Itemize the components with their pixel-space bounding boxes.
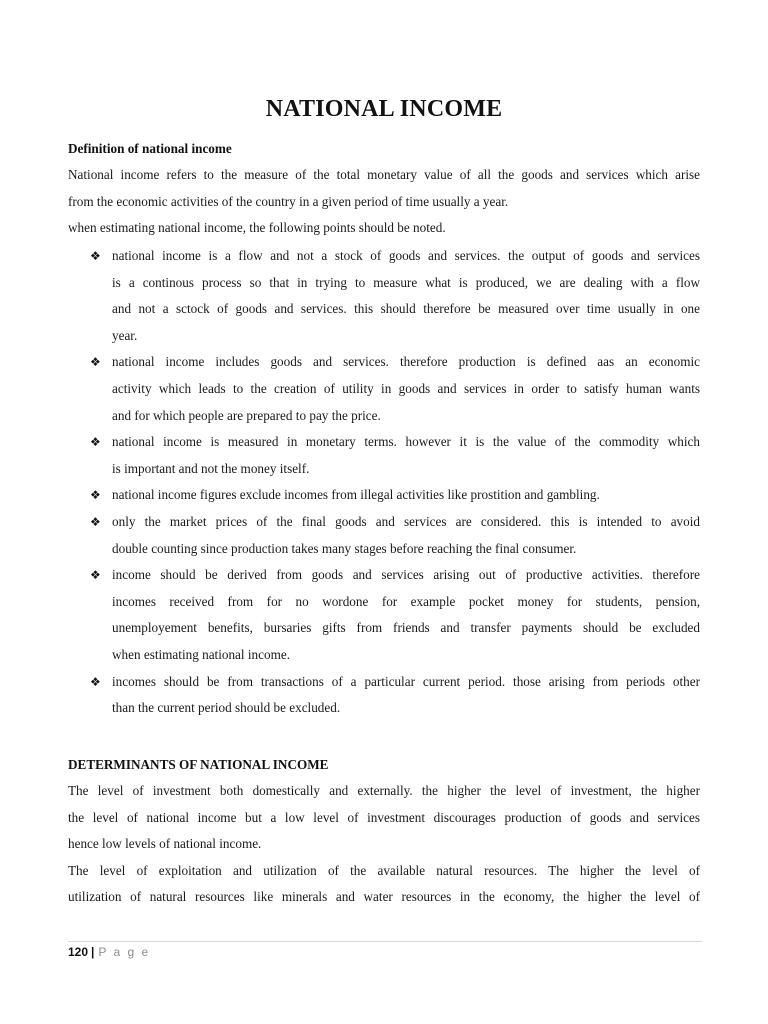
text-line: National income refers to the measure of the total monetary value of all the goods and services which arise bbox=[68, 167, 700, 182]
list-item bbox=[68, 349, 700, 429]
list-item bbox=[68, 482, 700, 509]
text-line: is important and not the money itself. bbox=[112, 460, 310, 476]
page-title: NATIONAL INCOME bbox=[265, 96, 503, 122]
diamond-bullet-icon: ❖ bbox=[90, 514, 101, 529]
points-list bbox=[68, 243, 700, 722]
text-line: The level of investment both domestically and externally. the higher the level of investment, the higher bbox=[68, 783, 700, 798]
text-line: activity which leads to the creation of utility in goods and services in order to satisfy human wants bbox=[112, 380, 700, 396]
section-heading-determinants: DETERMINANTS OF NATIONAL INCOME bbox=[68, 757, 329, 772]
text-line: and not a sctock of goods and services. this should therefore be measured over time usually in one bbox=[112, 301, 700, 317]
diamond-bullet-icon: ❖ bbox=[90, 249, 101, 263]
list-item bbox=[68, 509, 700, 562]
text-line: incomes received from for no wordone for example pocket money for students, pension, bbox=[112, 593, 700, 609]
text-line: from the economic activities of the country in a given period of time usually a year. bbox=[68, 193, 509, 209]
page-number: 120 bbox=[68, 945, 89, 959]
diamond-bullet-icon: ❖ bbox=[90, 568, 101, 583]
diamond-bullet-icon: ❖ bbox=[90, 488, 101, 503]
text-line: than the current period should be excluded. bbox=[112, 700, 341, 716]
text-line: utilization of natural resources like minerals and water resources in the economy, the higher the level of bbox=[68, 889, 700, 905]
text-line: and for which people are prepared to pay the price. bbox=[112, 407, 381, 423]
determinants-paragraph bbox=[68, 778, 700, 911]
text-line: hence low levels of national income. bbox=[68, 836, 262, 852]
text-line: is a continous process so that in trying to measure what is produced, we are dealing with a flow bbox=[112, 274, 700, 290]
diamond-bullet-icon: ❖ bbox=[90, 674, 101, 689]
text-line: national income is a flow and not a stock of goods and services. the output of goods and services bbox=[112, 248, 700, 263]
text-line: only the market prices of the final goods and services are considered. this is intended to avoid bbox=[112, 513, 700, 529]
definition-paragraph bbox=[68, 162, 700, 242]
list-item bbox=[68, 429, 700, 482]
page-footer bbox=[68, 944, 150, 960]
text-line: national income figures exclude incomes from illegal activities like prostition and gambling. bbox=[112, 487, 600, 503]
text-line: when estimating national income, the following points should be noted. bbox=[68, 220, 446, 236]
text-line: The level of exploitation and utilization of the available natural resources. The higher the level of bbox=[68, 862, 700, 878]
text-line: when estimating national income. bbox=[112, 646, 290, 662]
text-line: income should be derived from goods and services arising out of productive activities. therefore bbox=[112, 567, 700, 583]
list-item bbox=[68, 562, 700, 668]
text-line: year. bbox=[112, 327, 138, 343]
footer-divider bbox=[68, 941, 702, 942]
text-line: national income includes goods and services. therefore production is defined aas an economic bbox=[112, 354, 700, 370]
list-item bbox=[68, 243, 700, 349]
text-line: incomes should be from transactions of a particular current period. those arising from periods other bbox=[112, 673, 700, 689]
section-heading-definition: Definition of national income bbox=[68, 141, 232, 156]
diamond-bullet-icon: ❖ bbox=[90, 435, 101, 450]
diamond-bullet-icon: ❖ bbox=[90, 355, 101, 370]
footer-separator: | bbox=[91, 945, 95, 959]
list-item bbox=[68, 669, 700, 722]
text-line: the level of national income but a low level of investment discourages production of goods and services bbox=[68, 809, 700, 825]
text-line: unemployement benefits, bursaries gifts from friends and transfer payments should be excluded bbox=[112, 620, 700, 636]
text-line: double counting since production takes many stages before reaching the final consumer. bbox=[112, 540, 577, 556]
text-line: national income is measured in monetary terms. however it is the value of the commodity which bbox=[112, 434, 700, 450]
page-label: P a g e bbox=[98, 945, 151, 959]
